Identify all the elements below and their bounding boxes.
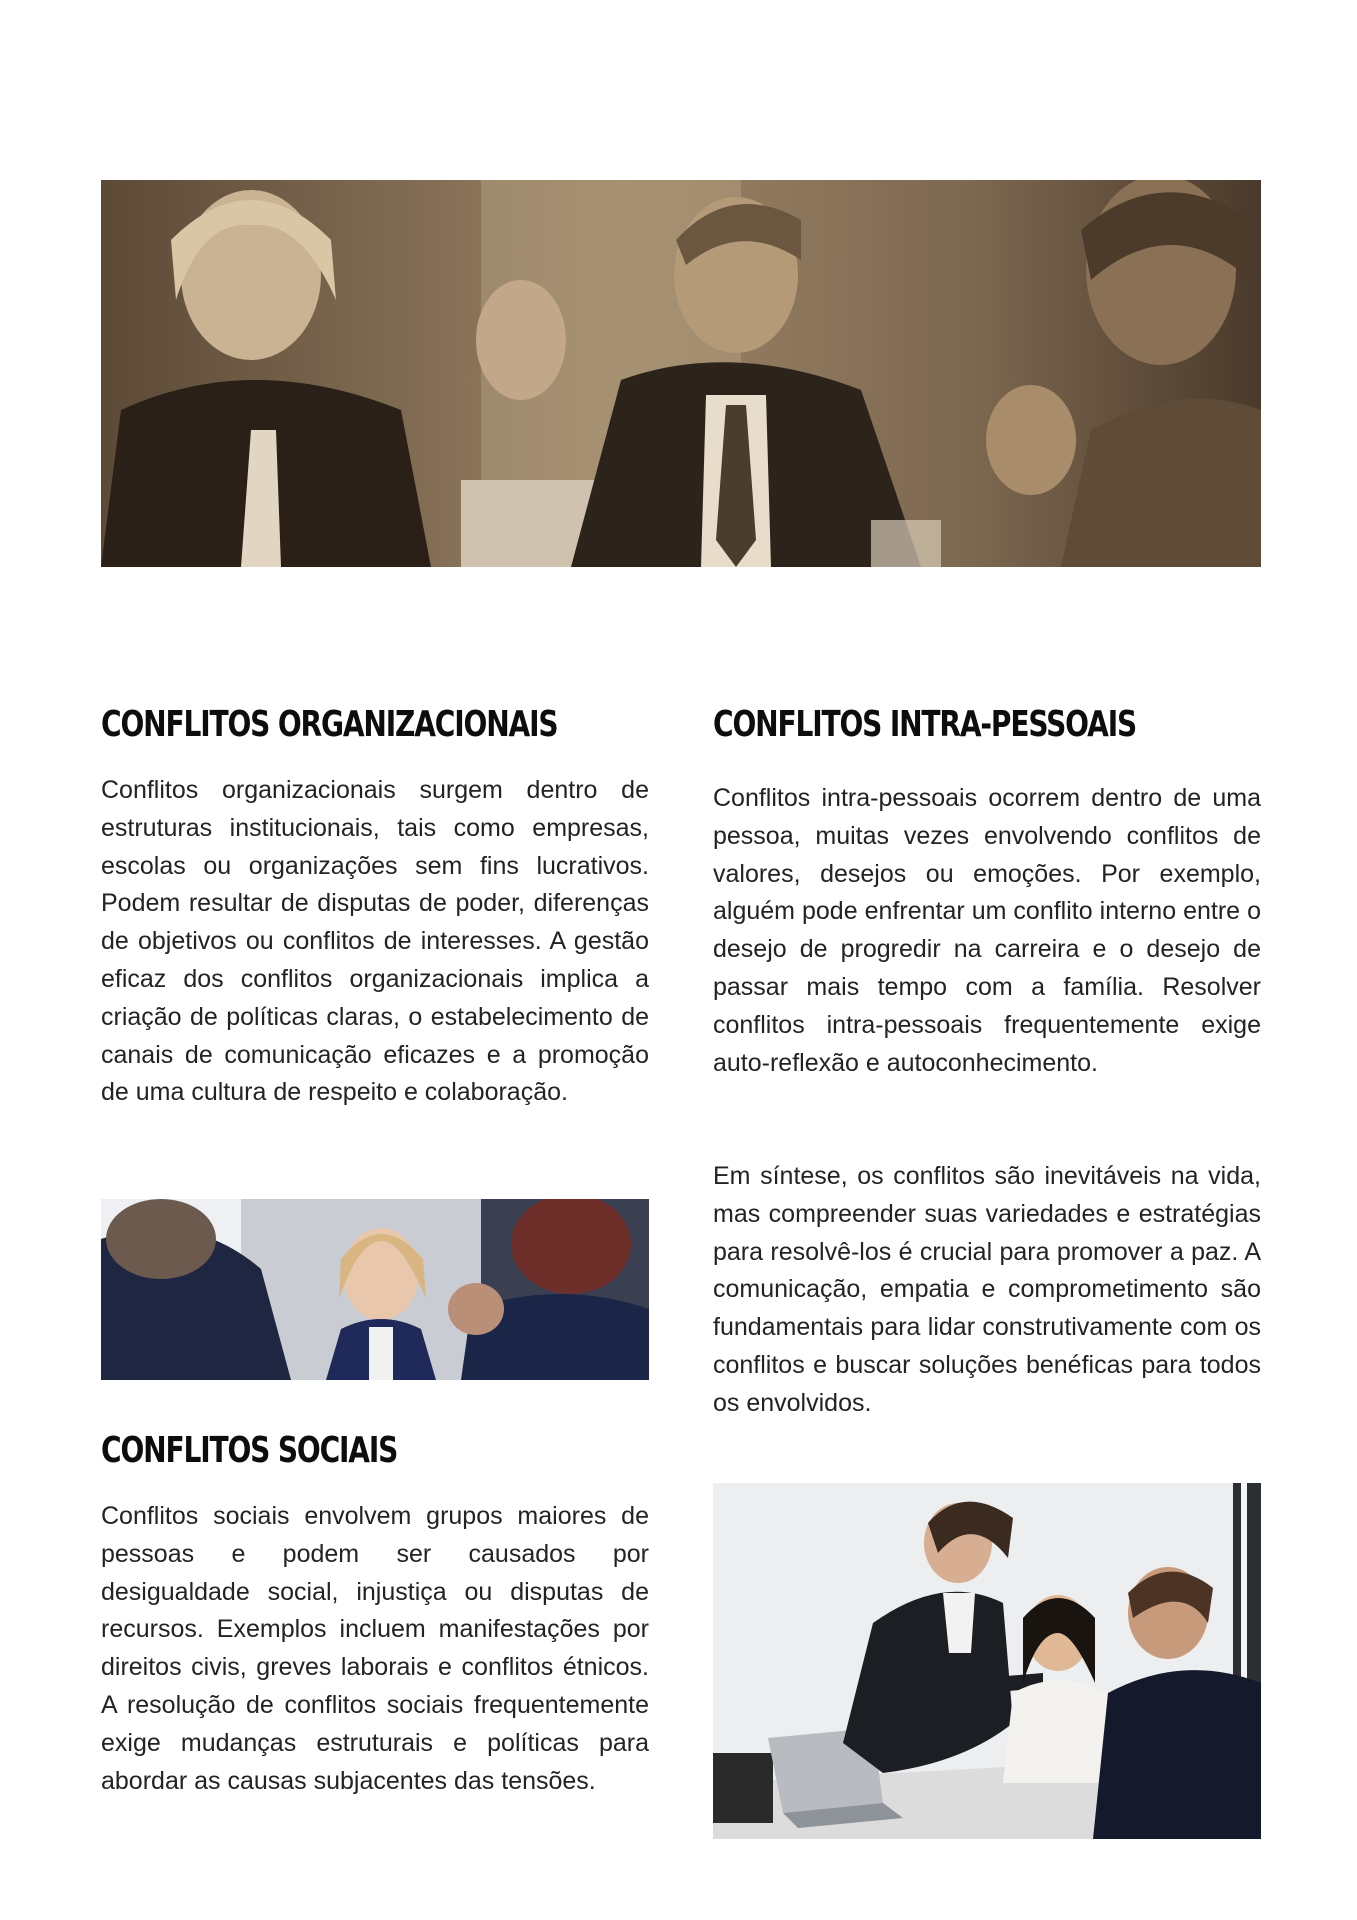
section-text-organizacionais: Conflitos organizacionais surgem dentro de estruturas institucionais, tais como empresas, escolas ou organizações sem fins lucrativos. Podem resultar de disputas de poder, diferenças de objetivos ou conflitos de interesses. A gestão eficaz dos conflitos organizacionais implica a criação de políticas claras, o estabelecimento de canais de comunicação eficazes e a promoção de uma cultura de respeito e colaboração. [101, 776, 649, 1107]
section-text-sociais: Conflitos sociais envolvem grupos maiores de pessoas e podem ser causados por desigualdade social, injustiça ou disputas de recursos. Exemplos incluem manifestações por direitos civis, greves laborais e conflitos étnicos. A resolução de conflitos sociais frequentemente exige mudanças estruturais e políticas para abordar as causas subjacentes das tensões. [101, 1502, 649, 1795]
hero-photo-business-argument [101, 180, 1261, 567]
section-text-intrapessoais: Conflitos intra-pessoais ocorrem dentro de uma pessoa, muitas vezes envolvendo conflitos de valores, desejos ou emoções. Por exemplo, alguém pode enfrentar um conflito interno entre o desejo de progredir na carreira e o desejo de passar mais tempo com a família. Resolver conflitos intra-pessoais frequentemente exige auto-reflexão e autoconhecimento. [713, 784, 1261, 1077]
section-title-intrapessoais: CONFLITOS INTRA-PESSOAIS [713, 704, 1137, 745]
summary-paragraph: Em síntese, os conflitos são inevitáveis na vida, mas compreender suas variedades e estratégias para resolvê-los é crucial para promover a paz. A comunicação, empatia e comprometimento são fundamentais para lidar construtivamente com os conflitos e buscar soluções benéficas para todos os envolvidos. [713, 1162, 1261, 1417]
photo-woman-in-meeting [101, 1199, 649, 1380]
section-title-sociais: CONFLITOS SOCIAIS [101, 1430, 398, 1471]
photo-manager-at-table [713, 1483, 1261, 1839]
section-title-organizacionais: CONFLITOS ORGANIZACIONAIS [101, 704, 558, 745]
